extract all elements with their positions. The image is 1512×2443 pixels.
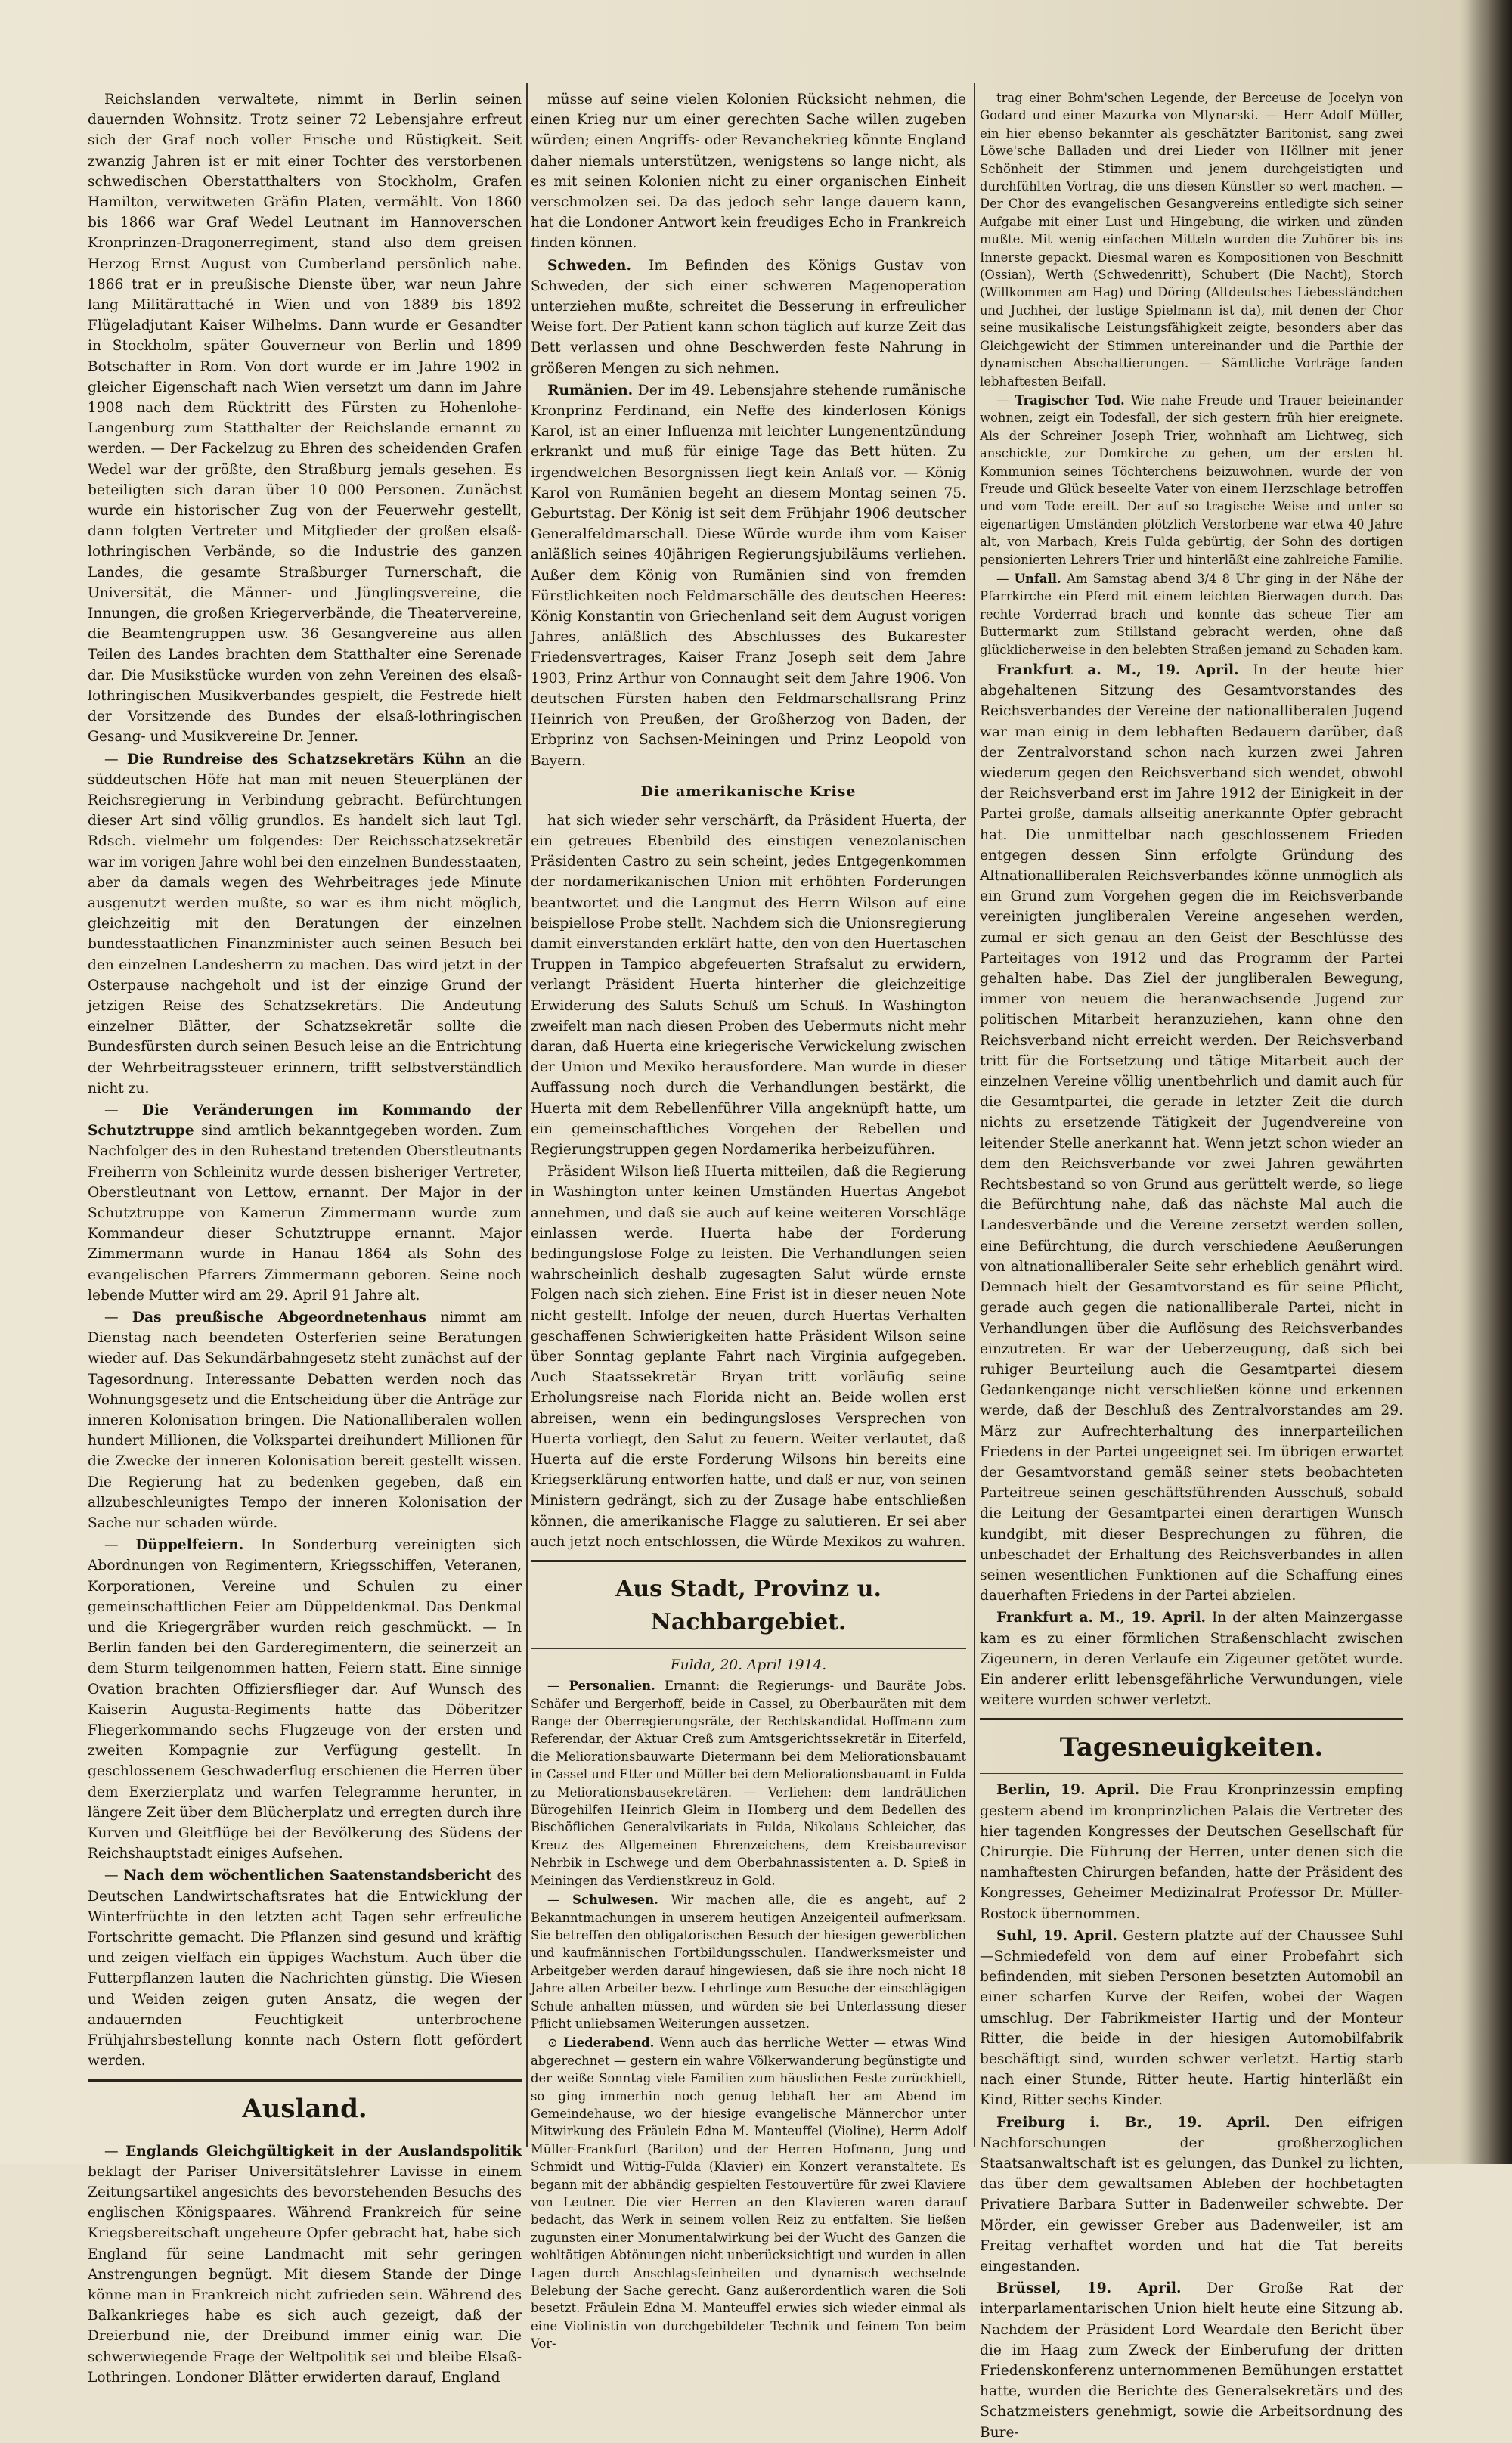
article-paragraph: — Englands Gleichgültigkeit in der Auslandspolitik beklagt der Pariser Universitätslehrer Lavisse in einem Zeitungsartikel angesichts des bevorstehenden Besuchs des englischen Königspaares. Während Frankreich für seine Kriegsbereitschaft ungeheure Opfer gebracht hat, habe sich England für seine Landmacht mit sehr geringen Anstrengungen begnügt. Mit diesem Stande der Dinge könne man in Frankreich nicht zufrieden sein. Während des Balkankrieges habe es sich auch gezeigt, daß der Dreierbund nie, der Dreibund immer einig war. Die schwerwiegende Frage der Weltpolitik sei und bleibe Elsaß-Lothringen. Londoner Blätter erwiderten darauf, England — [88, 2143, 522, 2386]
article-text: müsse auf seine vielen Kolonien Rücksicht nehmen, die einen Krieg nur um einer gerechten Sache willen zugeben würden; einen Angriffs- oder Revanchekrieg könnte England daher niemals unterstützen, wenigstens so lange nicht, als es mit seinen Kolonien nicht zu einer organischen Einheit verschmolzen sei. Da das jedoch sehr lange dauern kann, hat die Londoner Antwort kein freudiges Echo in Frankreich finden können. — [531, 91, 966, 252]
article-paragraph: — Nach dem wöchentlichen Saatenstandsbericht des Deutschen Landwirtschaftsrates hat die Entwicklung der Winterfrüchte in den letzten acht Tagen sehr erfreuliche Fortschritte gemacht. Die Pflanzen sind gesund und kräftig und zeigen vielfach ein üppiges Wachstum. Auch über die Futterpflanzen lauten die Nachrichten günstig. Die Wiesen und Weiden zeigen guten Ansatz, die wegen der andauernden Feuchtigkeit unterbrochene Frühjahrsbestellung konnte nach Ostern flott gefördert werden. — [88, 1868, 522, 2069]
article-text: Im Befinden des Königs Gustav von Schweden, der sich einer schweren Magenoperation unterziehen mußte, schreitet die Besserung in erfreulicher Weise fort. Der Patient kann schon täglich auf kurze Zeit das Bett verlassen und ohne Beschwerden feste Nahrung in größeren Mengen zu sich nehmen. — [531, 257, 966, 377]
article-text: hat sich wieder sehr verschärft, da Präsident Huerta, der ein getreues Ebenbild des einstigen venezolanischen Präsidenten Castro zu sein scheint, jedes Entgegenkommen der nordamerikanischen Union mit erhöhten Forderungen beantwortet und die Langmut des Herrn Wilson auf eine beispiellose Probe stellt. Nachdem sich die Unionsregierung damit einverstanden erklärt hatte, den von den Huertaschen Truppen in Tampico abgefeuerten Strafsalut zu erwidern, verlangt Präsident Huerta hinterher die gleichzeitige Erwiderung des Saluts Schuß um Schuß. In Washington zweifelt man nach diesen Proben des Uebermuts nicht mehr daran, daß Huerta eine kriegerische Verwickelung zwischen der Union und Mexiko herausfordere. Man wurde in dieser Auffassung noch durch die Verhandlungen bestärkt, die Huerta mit dem Rebellenführer Villa angeknüpft hatte, um ein gemeinschaftliches Vorgehen der Rebellen und Regierungstruppen gegen Nordamerika herbeizuführen. — [531, 812, 966, 1158]
article-paragraph — [980, 1780, 1403, 1924]
page-edge-shadow — [1459, 0, 1512, 2164]
article-text: Den eifrigen Nachforschungen der großherzoglichen Staatsanwaltschaft ist es gelungen, das Dunkel zu lichten, das über dem gewaltsamen Ableben der hochbetagten Privatiere Barbara Sutter in Badenweiler schwebte. Der Mörder, ein gewisser Greber aus Badenweiler, ist am Freitag verhaftet worden und hat die Tat bereits eingestanden. — [980, 2114, 1403, 2275]
article-heading: Schulwesen. — [572, 1893, 658, 1908]
article-paragraph — [980, 2113, 1403, 2277]
article-heading: Frankfurt a. M., 19. April. — [996, 1610, 1207, 1626]
article-heading: Das preußische Abgeordnetenhaus — [132, 1309, 427, 1325]
section-heading-ausland: Ausland. — [242, 2093, 367, 2124]
dateline: Fulda, 20. April 1914. — [670, 1657, 827, 1674]
article-paragraph: — Personalien. Ernannt: die Regierungs- und Bauräte Jobs. Schäfer und Bergerhoff, beide in Cassel, zu Oberbauräten mit dem Range der Oberregierungsräte, der Rechtskandidat Hoffmann zum Referendar, der Aktuar Creß zum Amtsgerichtssekretär in Eiterfeld, die Meliorationsbauwarte Dietermann bei dem Meliorationsbauamt in Cassel und Etter und Müller bei dem Meliorationsbauamt in Fulda zu Meliorationsbausekretären. — Verliehen: dem landrätlichen Bürogehilfen Heinrich Gleim in Homberg und dem Bedellen des Bischöflichen Generalvikariats in Fulda, Nikolaus Schleicher, das Kreuz des Allgemeinen Ehrenzeichens, dem Kreisbaurevisor Nehrbik in Eschwege und dem Oberbahnassistenten a. D. Spieß in Meiningen das Verdienstkreuz in Gold. — [531, 1679, 966, 1888]
article-heading: Brüssel, 19. April. — [996, 2280, 1182, 2297]
section-divider — [980, 1773, 1403, 1774]
article-paragraph: — Unfall. Am Samstag abend 3/4 8 Uhr ging in der Nähe der Pfarrkirche ein Pferd mit einem leichten Bierwagen durch. Das rechte Vorderrad brach und konnte das scheue Tier am Buttermarkt zum Stillstand gebracht werden, ohne daß glücklicherweise in den belebten Straßen jemand zu Schaden kam. — [980, 571, 1403, 657]
section-divider — [88, 2079, 522, 2082]
article-text: Präsident Wilson ließ Huerta mitteilen, daß die Regierung in Washington unter keinen Umständen Huertas Angebot annehmen, und daß sie auch auf keine weiteren Vorschläge einlassen werde. Huerta habe der Forderung bedingungslose Folge zu leisten. Die Verhandlungen seien wahrscheinlich deshalb zugesagten Salut würde ernste Folgen nach sich ziehen. Eine Frist ist in dieser neuen Note nicht gestellt. Infolge der neuen, durch Huertas Verhalten geschaffenen Schwierigkeiten hatte Präsident Wilson seine über Sonntag geplante Fahrt nach Virginia aufgegeben. Auch Staatssekretär Bryan tritt vorläufig seine Erholungsreise nach Florida nicht an. Beide wollen erst abreisen, wenn ein bedingungsloses Versprechen von Huerta vorliegt, den Salut zu feuern. Weiter verlautet, daß Huerta auf die erste Forderung Wilsons hin bereits eine Kriegserklärung entworfen hatte, und daß er nur, von seinen Ministern gedrängt, sich zu der Zusage habe entschließen können, die amerikanische Flagge zu salutieren. Er sei aber auch jetzt noch entschlossen, die Würde Mexikos zu wahren. — [531, 1164, 966, 1550]
article-text: Wie nahe Freude und Trauer beieinander wohnen, zeigt ein Todesfall, der sich gestern früh hier ereignete. Als der Schreiner Joseph Trier, wohnhaft am Lichtweg, sich anschickte, zur Domkirche zu gehen, um der ersten hl. Kommunion seines Töchterchens beizuwohnen, wurde der von Freude und Glück beseelte Vater von einem Herzschlage betroffen und vom Tode ereilt. Der auf so tragische Weise und unter so eigenartigen Umständen plötzlich Verstorbene war etwa 40 Jahre alt, von Marbach, Kreis Fulda gebürtig, der Sohn des dortigen pensionierten Lehrers Trier und hinterläßt eine zahlreiche Familie. — [980, 392, 1403, 567]
article-heading: Frankfurt a. M., 19. April. — [996, 662, 1239, 678]
article-text: sind amtlich bekanntgegeben worden. Zum Nachfolger des in den Ruhestand tretenden Oberstleutnants Freiherrn von Schleinitz wurde dessen bisheriger Vertreter, Oberstleutnant von Lettow, ernannt. Der Major in der Schutztruppe von Kamerun Zimmermann wurde zum Kommandeur dieser Schutztruppe ernannt. Major Zimmermann wurde in Hanau 1864 als Sohn des evangelischen Pfarrers Zimmermann geboren. Seine noch lebende Mutter wird am 29. April 91 Jahre alt. — [88, 1123, 522, 1304]
article-text: Ernannt: die Regierungs- und Bauräte Jobs. Schäfer und Bergerhoff, beide in Cassel, zu Oberbauräten mit dem Range der Oberregierungsräte, der Rechtskandidat Hoffmann zum Referendar, der Aktuar Creß zum Amtsgerichtssekretär in Eiterfeld, die Meliorationsbauwarte Dietermann bei dem Meliorationsbauamt in Cassel und Etter und Müller bei dem Meliorationsbauamt in Fulda zu Meliorationsbausekretären. — Verliehen: dem landrätlichen Bürogehilfen Heinrich Gleim in Homberg und dem Bedellen des Bischöflichen Generalvikariats in Fulda, Nikolaus Schleicher, das Kreuz des Allgemeinen Ehrenzeichens, dem Kreisbaurevisor Nehrbik in Eschwege und dem Oberbahnassistenten a. D. Spieß in Meiningen das Verdienstkreuz in Gold. — [531, 1679, 966, 1888]
article-paragraph: — Die Rundreise des Schatzsekretärs Kühn an die süddeutschen Höfe hat man mit neuen Steuerplänen der Reichsregierung in Verbindung gebracht. Befürchtungen dieser Art sind völlig grundlos. Es handelt sich laut Tgl. Rdsch. vielmehr um folgendes: Der Reichsschatzsekretär war im vorigen Jahre wohl bei den einzelnen Bundesstaaten, aber da damals wegen des Wehrbeitrages jede Minute ausgenutzt werden mußte, so war es ihm nicht möglich, gleichzeitig mit den Beratungen der einzelnen bundesstaatlichen Finanzminister auch seinen Besuch bei den einzelnen Landesherrn zu machen. Das wird jetzt in der Osterpause nachgeholt und ist der einzige Grund der jetzigen Reise des Schatzsekretärs. Die Andeutung einzelner Blätter, der Schatzsekretär sollte die Bundesfürsten durch seinen Besuch leise an die Entrichtung der Wehrbeitragssteuer erinnern, trifft selbstverständlich nicht zu. — [88, 751, 522, 1096]
section-divider — [531, 1648, 966, 1649]
article-text: Gestern platzte auf der Chaussee Suhl—Schmiedefeld von dem auf einer Probefahrt sich befindenden, mit sieben Personen besetzten Automobil an einer scharfen Kurve der Reifen, wobei der Wagen umschlug. Der Fabrikmeister Hartig und der Monteur Ritter, die beide in der hiesigen Automobilfabrik beschäftigt sind, wurden schwer verletzt. Hartig starb nach einer Stunde, Ritter heute. Hartig hinterläßt ein Kind, Ritter sechs Kinder. — [980, 1927, 1403, 2109]
article-paragraph — [980, 660, 1403, 1606]
article-paragraph: — Die Veränderungen im Kommando der Schutztruppe sind amtlich bekanntgegeben worden. Zum Nachfolger des in den Ruhestand tretenden Oberstleutnants Freiherrn von Schleinitz wurde dessen bisheriger Vertreter, Oberstleutnant von Lettow, ernannt. Der Major in der Schutztruppe von Kamerun Zimmermann wurde zum Kommandeur dieser Schutztruppe ernannt. Major Zimmermann wurde in Hanau 1864 als Sohn des evangelischen Pfarrers Zimmermann geboren. Seine noch lebende Mutter wird am 29. April 91 Jahre alt. — [88, 1102, 522, 1304]
article-text: beklagt der Pariser Universitätslehrer Lavisse in einem Zeitungsartikel angesichts des bevorstehenden Besuchs des englischen Königspaares. Während Frankreich für seine Kriegsbereitschaft ungeheure Opfer gebracht hat, habe sich England für seine Landmacht mit sehr geringen Anstrengungen begnügt. Mit diesem Stande der Dinge könne man in Frankreich nicht zufrieden sein. Während des Balkankrieges habe es sich auch gezeigt, daß der Dreierbund nie, der Dreibund immer einig war. Die schwerwiegende Frage der Weltpolitik sei und bleibe Elsaß-Lothringen. Londoner Blätter erwiderten darauf, England — [88, 2163, 522, 2386]
article-heading: Liederabend. — [563, 2035, 655, 2051]
article-text: Die Frau Kronprinzessin empfing gestern abend im kronprinzlichen Palais die Vertreter des hier tagenden Kongresses der Deutschen Gesellschaft für Chirurgie. Die Führung der Herren, unter denen sich die namhaftesten Chirurgen befanden, hatte der Präsident des Kongresses, Geheimer Medizinalrat Professor Dr. Müller-Rostock übernommen. — [980, 1782, 1403, 1922]
article-paragraph: — Schulwesen. Wir machen alle, die es angeht, auf 2 Bekanntmachungen in unserem heutigen Anzeigenteil aufmerksam. Sie betreffen den obligatorischen Besuch der hiesigen gewerblichen und kaufmännischen Fortbildungsschulen. Handwerksmeister und Arbeitgeber werden darauf hingewiesen, daß sie ihre noch nicht 18 Jahre alten Arbeiter bezw. Lehrlinge zum Besuche der einschlägigen Schule anhalten müssen, und würden sie bei Unterlassung dieser Pflicht unliebsamen Weiterungen aussetzen. — [531, 1893, 966, 2031]
article-text: an die süddeutschen Höfe hat man mit neuen Steuerplänen der Reichsregierung in Verbindung gebracht. Befürchtungen dieser Art sind völlig grundlos. Es handelt sich laut Tgl. Rdsch. vielmehr um folgendes: Der Reichsschatzsekretär war im vorigen Jahre wohl bei den einzelnen Bundesstaaten, aber da damals wegen des Wehrbeitrages jede Minute ausgenutzt werden mußte, so war es ihm nicht möglich, gleichzeitig mit den Beratungen der einzelnen bundesstaatlichen Finanzminister auch seinen Besuch bei den einzelnen Landesherrn zu machen. Das wird jetzt in der Osterpause nachgeholt und ist der einzige Grund der jetzigen Reise des Schatzsekretärs. Die Andeutung einzelner Blätter, der Schatzsekretär sollte die Bundesfürsten durch seinen Besuch leise an die Entrichtung der Wehrbeitragssteuer erinnern, trifft selbstverständlich nicht zu. — [88, 751, 522, 1096]
article-text: des Deutschen Landwirtschaftsrates hat die Entwicklung der Winterfrüchte in den letzten acht Tagen sehr erfreuliche Fortschritte gemacht. Die Pflanzen sind gesund und kräftig und zeigen vielfach ein üppiges Wachstum. Auch über die Futterpflanzen lauten die Nachrichten günstig. Die Wiesen und Weiden zeigen guten Ansatz, die wegen der andauernden Feuchtigkeit unterbrochene Frühjahrsbestellung konnte nach Ostern flott gefördert werden. — [88, 1868, 522, 2069]
section-heading-tagesneuigkeiten: Tagesneuigkeiten. — [1059, 1732, 1324, 1763]
article-text: nimmt am Dienstag nach beendeten Osterferien seine Beratungen wieder auf. Das Sekundärbahngesetz steht zunächst auf der Tagesordnung. Interessante Debatten werden noch das Wohnungsgesetz und die Entscheidung über die Anträge zur inneren Kolonisation bringen. Die Nationalliberalen wollen hundert Millionen, die Volkspartei dreihundert Millionen für die Zwecke der inneren Kolonisation bereit gestellt wissen. Die Regierung hat zu bedenken gegeben, daß ein allzubeschleunigtes Tempo der inneren Kolonisation der Sache nur schaden würde. — [88, 1309, 522, 1532]
column-rule — [974, 83, 975, 2147]
article-paragraph: — Düppelfeiern. In Sonderburg vereinigten sich Abordnungen von Regimentern, Kriegsschiffen, Veteranen, Korporationen, Vereine und Schulen zu einer gemeinschaftlichen Feier am Düppeldenkmal. Das Denkmal und die Kriegergräber wurden reich geschmückt. — In Berlin fanden bei den Garderegimentern, die seinerzeit an dem Sturm teilgenommen hatten, Feiern statt. Eine sinnige Ovation brachten Offiziersflieger dar. Auf Wunsch des Kaiserin Augusta-Regiments hatte das Döberitzer Fliegerkommando sechs Flugzeuge von der ersten und zweiten Kompagnie zur Verfügung gestellt. In geschlossenem Geschwaderflug erschienen die Herren über dem Exerzierplatz und warfen Telegramme herunter, in längere Zeit über dem Blücherplatz und erregten durch ihre Kurven und Gleitflüge bei der Bevölkerung des Südens der Reichshauptstadt einiges Aufsehen. — [88, 1537, 522, 1862]
article-paragraph — [531, 380, 966, 771]
article-text: Am Samstag abend 3/4 8 Uhr ging in der Nähe der Pfarrkirche ein Pferd mit einem leichten Bierwagen durch. Das rechte Vorderrad brach und konnte das scheue Tier am Buttermarkt zum Stillstand gebracht werden, ohne daß glücklicherweise in den belebten Straßen jemand zu Schaden kam. — [980, 571, 1403, 657]
article-heading: Schweden. — [547, 257, 631, 274]
article-heading: Suhl, 19. April. — [996, 1927, 1117, 1944]
article-paragraph — [980, 1607, 1403, 1710]
column-3 — [980, 89, 1404, 2441]
article-paragraph: — Das preußische Abgeordnetenhaus nimmt am Dienstag nach beendeten Osterferien seine Beratungen wieder auf. Das Sekundärbahngesetz steht zunächst auf der Tagesordnung. Interessante Debatten werden noch das Wohnungsgesetz und die Entscheidung über die Anträge zur inneren Kolonisation bringen. Die Nationalliberalen wollen hundert Millionen, die Volkspartei dreihundert Millionen für die Zwecke der inneren Kolonisation bereit gestellt wissen. Die Regierung hat zu bedenken gegeben, daß ein allzubeschleunigtes Tempo der inneren Kolonisation der Sache nur schaden würde. — [88, 1309, 522, 1532]
article-paragraph: — Tragischer Tod. Wie nahe Freude und Trauer beieinander wohnen, zeigt ein Todesfall, der sich gestern früh hier ereignete. Als der Schreiner Joseph Trier, wohnhaft am Lichtweg, sich anschickte, zur Domkirche zu gehen, um der ersten hl. Kommunion seines Töchterchens beizuwohnen, wurde der von Freude und Glück beseelte Vater von einem Herzschlage betroffen und vom Tode ereilt. Der auf so tragische Weise und unter so eigenartigen Umständen plötzlich Verstorbene war etwa 40 Jahre alt, von Marbach, Kreis Fulda gebürtig, der Sohn des dortigen pensionierten Lehrers Trier und hinterläßt eine zahlreiche Familie. — [980, 392, 1403, 567]
article-heading: Düppelfeiern. — [135, 1537, 244, 1554]
article-text: In der alten Mainzergasse kam es zu einer förmlichen Straßenschlacht zwischen Zigeunern, in deren Verlaufe ein Zigeuner getötet wurde. Ein anderer erlitt lebensgefährliche Verwundungen, viele weitere wurden schwer verletzt. — [980, 1610, 1404, 1709]
article-heading: Die Veränderungen im Kommando der Schutztruppe — [88, 1102, 522, 1139]
article-text: Wenn auch das herrliche Wetter — etwas Wind abgerechnet — gestern ein wahre Völkerwanderung begünstigte und der weiße Sonntag viele Familien zum häuslichen Feste zurückhielt, so ging immerhin noch genug lebhaft her am Abend im Gemeindehause, wo der hiesige evangelische Männerchor unter Mitwirkung des Fräulein Edna M. Manteuffel (Violine), Herrn Adolf Müller-Frankfurt (Bariton) und der Herren Hofmann, Jung und Schmidt und Wittig-Fulda (Klavier) ein Konzert veranstaltete. Es begann mit der abhändig gespielten Festouvertüre für zwei Klaviere von Leutner. Die vier Herren an den Klavieren waren darauf bedacht, das Werk in seinem vollen Reiz zu entfalten. Sie ließen zugunsten einer Monumentalwirkung bei der Wucht des Ganzen die wohltätigen Abtönungen nicht unberücksichtigt und wurden in allen Lagen durch Anschlagsfeinheiten und dynamisch wechselnde Belebung der Sache gerecht. Ganz außerordentlich waren die Soli besetzt. Fräulein Edna M. Manteuffel erwies sich wieder einmal als eine Violinistin von durchgebildeter Technik und feinem Ton beim Vor- — [531, 2035, 966, 2352]
article-text: trag einer Bohm'schen Legende, der Berceuse de Jocelyn von Godard und einer Mazurka von Mlynarski. — Herr Adolf Müller, ein hier ebenso bekannter als geschätzter Baritonist, sang zwei Löwe'sche Balladen und drei Lieder von Höllner mit jener Schönheit der Stimmen und jenem durchgeistigten und durchfühlten Vortrag, die uns diesen Künstler so wert machen. — Der Chor des evangelischen Gesangvereins entledigte sich seiner Aufgabe mit einer Lust und Hingebung, die wirken und zünden mußte. Mit wenig einfachen Mitteln wurden die Zuhörer bis ins Innerste gepackt. Diesmal waren es Kompositionen von Beschnitt (Ossian), Werth (Schwedenritt), Schubert (Die Nacht), Storch (Willkommen am Hag) und Döring (Altdeutsches Liebesständchen und Juchhei, der lustige Spielmann ist da), mit denen der Chor seine musikalische Leistungsfähigkeit zeigte, besonders aber das Gleichgewicht der Stimmen untereinander und die Parthie der dynamischen Abschattierungen. — Sämtliche Vorträge fanden lebhaftesten Beifall. — [980, 91, 1403, 389]
article-text: Der im 49. Lebensjahre stehende rumänische Kronprinz Ferdinand, ein Neffe des kinderlosen Königs Karol, ist an einer Influenza mit leichter Lungenentzündung erkrankt und muß für einige Tage das Bett hüten. Zu irgendwelchen Besorgnissen liegt kein Anlaß vor. — König Karol von Rumänien begeht an diesem Montag seinen 75. Geburtstag. Der König ist seit dem Frühjahr 1906 deutscher Generalfeldmarschall. Diese Würde wurde ihm vom Kaiser anläßlich seines 40jährigen Regierungsjubiläums verliehen. Außer dem König von Rumänien sind von fremden Fürstlichkeiten noch Feldmarschälle des deutschen Heeres: König Konstantin von Griechenland seit dem August vorigen Jahres, anläßlich des Abschlusses des Bukarester Friedensvertrages, Kaiser Franz Joseph seit dem Jahre 1903, Prinz Arthur von Connaught seit dem Jahre 1906. Von deutschen Fürsten haben den Feldmarschallsrang Prinz Heinrich von Preußen, der Großherzog von Baden, der Erbprinz von Sachsen-Meiningen und Prinz Leopold von Bayern. — [531, 382, 966, 769]
section-divider — [531, 1560, 966, 1562]
section-divider — [980, 1718, 1403, 1720]
column-1 — [88, 89, 522, 2386]
article-paragraph — [531, 256, 966, 379]
article-heading: Unfall. — [1014, 571, 1061, 586]
article-text: Der Große Rat der interparlamentarischen Union hielt heute eine Sitzung ab. Nachdem der Präsident Lord Weardale den Bericht über die im Haag zum Zweck der Einberufung der dritten Friedenskonferenz unternommenen Bemühungen erstattet hatte, wurden die Berichte des Generalsekretärs und des Schatzmeisters genehmigt, sowie die Arbeitsordnung des Bure- — [980, 2280, 1403, 2441]
article-paragraph: ⊙ Liederabend. Wenn auch das herrliche Wetter — etwas Wind abgerechnet — gestern ein wahre Völkerwanderung begünstigte und der weiße Sonntag viele Familien zum häuslichen Feste zurückhielt, so ging immerhin noch genug lebhaft her am Abend im Gemeindehause, wo der hiesige evangelische Männerchor unter Mitwirkung des Fräulein Edna M. Manteuffel (Violine), Herrn Adolf Müller-Frankfurt (Bariton) und der Herren Hofmann, Jung und Schmidt und Wittig-Fulda (Klavier) ein Konzert veranstaltete. Es begann mit der abhändig gespielten Festouvertüre für zwei Klaviere von Leutner. Die vier Herren an den Klavieren waren darauf bedacht, das Werk in seinem vollen Reiz zu entfalten. Sie ließen zugunsten einer Monumentalwirkung bei der Wucht des Ganzen die wohltätigen Abtönungen nicht unberücksichtigt und wurden in allen Lagen durch Anschlagsfeinheiten und dynamisch wechselnde Belebung der Sache gerecht. Ganz außerordentlich waren die Soli besetzt. Fräulein Edna M. Manteuffel erwies sich wieder einmal als eine Violinistin von durchgebildeter Technik und feinem Ton beim Vor- — [531, 2035, 966, 2352]
article-heading: Freiburg i. Br., 19. April. — [996, 2114, 1271, 2131]
article-text: Reichslanden verwaltete, nimmt in Berlin seinen dauernden Wohnsitz. Trotz seiner 72 Lebensjahre erfreut sich der Graf noch voller Frische und Rüstigkeit. Seit zwanzig Jahren ist er mit einer Tochter des verstorbenen schwedischen Oberstatthalters von Stockholm, Grafen Hamilton, verwitweten Gräfin Platen, vermählt. Von 1860 bis 1866 war Graf Wedel Leutnant im Hannoverschen Kronprinzen-Dragonerregiment, stand also dem greisen Herzog Ernst August von Cumberland persönlich nahe. 1866 trat er in preußische Dienste über, war neun Jahre lang Militärattaché in Wien und von 1889 bis 1892 Flügeladjutant Kaiser Wilhelms. Dann wurde er Gesandter in Stockholm, später Gouverneur von Berlin und 1899 Botschafter in Rom. Von dort wurde er im Jahre 1902 in gleicher Eigenschaft nach Wien versetzt um dann im Jahre 1908 nach dem Rücktritt des Fürsten zu Hohenlohe-Langenburg zum Statthalter der Reichslande ernannt zu werden. — Der Fackelzug zu Ehren des scheidenden Grafen Wedel war der größte, den Straßburg jemals gesehen. Es beteiligten sich daran über 10 000 Personen. Zunächst wurde ein historischer Zug von der Feuerwehr gestellt, dann folgten Vertreter und Mitglieder der großen elsaß-lothringischen Verbände, so die Industrie des ganzen Landes, die gesamte Straßburger Turnerschaft, die Universität, die Männer- und Jünglingsvereine, die Innungen, die großen Kriegerverbände, die Theatervereine, die Beamtengruppen usw. 36 Gesangvereine aus allen Teilen des Landes brachten dem Statthalter eine Serenade dar. Die Musikstücke wurden von zehn Vereinen des elsaß-lothringischen Musikverbandes gespielt, die Festrede hielt der Vorsitzende des Bundes der elsaß-lothringischen Gesang- und Musikvereine Dr. Jenner. — [88, 91, 522, 746]
article-paragraph — [980, 2278, 1403, 2443]
article-heading: Berlin, 19. April. — [996, 1782, 1140, 1799]
article-heading: Rumänien. — [547, 382, 634, 398]
article-heading: Personalien. — [569, 1679, 655, 1694]
section-heading-stadt: Aus Stadt, Provinz u. Nachbargebiet. — [615, 1576, 881, 1636]
article-paragraph — [980, 1926, 1403, 2111]
column-2 — [531, 89, 966, 2352]
article-text: Wir machen alle, die es angeht, auf 2 Bekanntmachungen in unserem heutigen Anzeigenteil aufmerksam. Sie betreffen den obligatorischen Besuch der hiesigen gewerblichen und kaufmännischen Fortbildungsschulen. Handwerksmeister und Arbeitgeber werden darauf hingewiesen, daß sie ihre noch nicht 18 Jahre alten Arbeiter bezw. Lehrlinge zum Besuche der einschlägigen Schule anhalten müssen, und würden sie bei Unterlassung dieser Pflicht unliebsamen Weiterungen aussetzen. — [531, 1893, 966, 2031]
article-text: In der heute hier abgehaltenen Sitzung des Gesamtvorstandes des Reichsverbandes der Vereine der nationalliberalen Jugend war man einig in dem lebhaften Bedauern darüber, daß der Zentralvorstand schon nach kurzen zwei Jahren wiederum gegen den Reichsverband sich wendet, obwohl der Reichsverband erst im Jahre 1912 der Einigkeit in der Partei große, damals allseitig anerkannte Opfer gebracht hat. Die unmittelbar nach geschlossenem Frieden entgegen dessen Sinn erfolgte Gründung des Altnationalliberalen Reichsverbandes könne unmöglich als ein Grund zum Vorgehen gegen die im Reichsverbande vereinigten jungliberalen Vereine angesehen werden, zumal er sich genau an den Geist der Beschlüsse des Parteitages von 1912 und das Programm der Partei gehalten habe. Das Ziel der jungliberalen Bewegung, immer von neuem die heranwachsende Jugend zur politischen Mitarbeit heranzuziehen, kann ohne den Reichsverband nicht erreicht werden. Der Reichsverband tritt für die Fortsetzung und tätige Mitarbeit auch der einzelnen Vereine völlig unentbehrlich und damit auch für die Gesamtpartei, die gerade in letzter Zeit die durch nichts zu ersetzende Tätigkeit der Jugendvereine von leitender Stelle anerkannt hat. Wenn jetzt schon wieder an dem den Reichsverbande vor zwei Jahren gewährten Rechtsbestand so von Grund aus gerüttelt werde, so liege die Befürchtung nahe, daß das nächste Mal auch die Landesverbände und die Vereine zersetzt werden sollen, eine Befürchtung, die durch verschiedene Aeußerungen von altnationalliberaler Seite sehr erheblich genährt wird. Demnach hielt der Gesamtvorstand es für seine Pflicht, gerade auch gegen die nationalliberale Partei, nicht in Verhandlungen über die Auflösung des Reichsverbandes einzutreten. Er war der Ueberzeugung, daß sich bei ruhiger Beurteilung auch die Gesamtpartei diesem Gedankengange nicht verschließen könne und erkennen werde, daß der Beschluß des Zentralvorstandes am 29. März zur Aufrechterhaltung des innerparteilichen Friedens in der Partei ungeeignet sei. Im übrigen erwartet der Gesamtvorstand gemäß seiner stets beobachteten Parteitreue seinen geschäftsführenden Ausschuß, sobald die Leitung der Gesamtpartei einen derartigen Wunsch kundgibt, mit dieser Besprechungen zu führen, die unbeschadet der Erhaltung des Reichsverbandes in allen seinen wesentlichen Funktionen auf die Schaffung eines dauerhaften Friedens in der Partei abzielen. — [980, 662, 1403, 1604]
column-rule — [526, 83, 528, 2147]
article-heading: Nach dem wöchentlichen Saatenstandsbericht — [123, 1868, 492, 1884]
article-heading: Die Rundreise des Schatzsekretärs Kühn — [126, 751, 466, 767]
article-heading: Englands Gleichgültigkeit in der Auslandspolitik — [125, 2143, 522, 2159]
article-heading: Tragischer Tod. — [1015, 392, 1125, 408]
article-heading-centered: Die amerikanische Krise — [640, 783, 857, 800]
article-text: In Sonderburg vereinigten sich Abordnungen von Regimentern, Kriegsschiffen, Veteranen, Korporationen, Vereine und Schulen zu einer gemeinschaftlichen Feier am Düppeldenkmal. Das Denkmal und die Kriegergräber wurden reich geschmückt. — In Berlin fanden bei den Garderegimentern, die seinerzeit an dem Sturm teilgenommen hatten, Feiern statt. Eine sinnige Ovation brachten Offiziersflieger dar. Auf Wunsch des Kaiserin Augusta-Regiments hatte das Döberitzer Fliegerkommando sechs Flugzeuge von der ersten und zweiten Kompagnie zur Verfügung gestellt. In geschlossenem Geschwaderflug erschienen die Herren über dem Exerzierplatz und warfen Telegramme herunter, in längere Zeit über dem Blücherplatz und erregten durch ihre Kurven und Gleitflüge bei der Bevölkerung des Südens der Reichshauptstadt einiges Aufsehen. — [88, 1537, 522, 1862]
